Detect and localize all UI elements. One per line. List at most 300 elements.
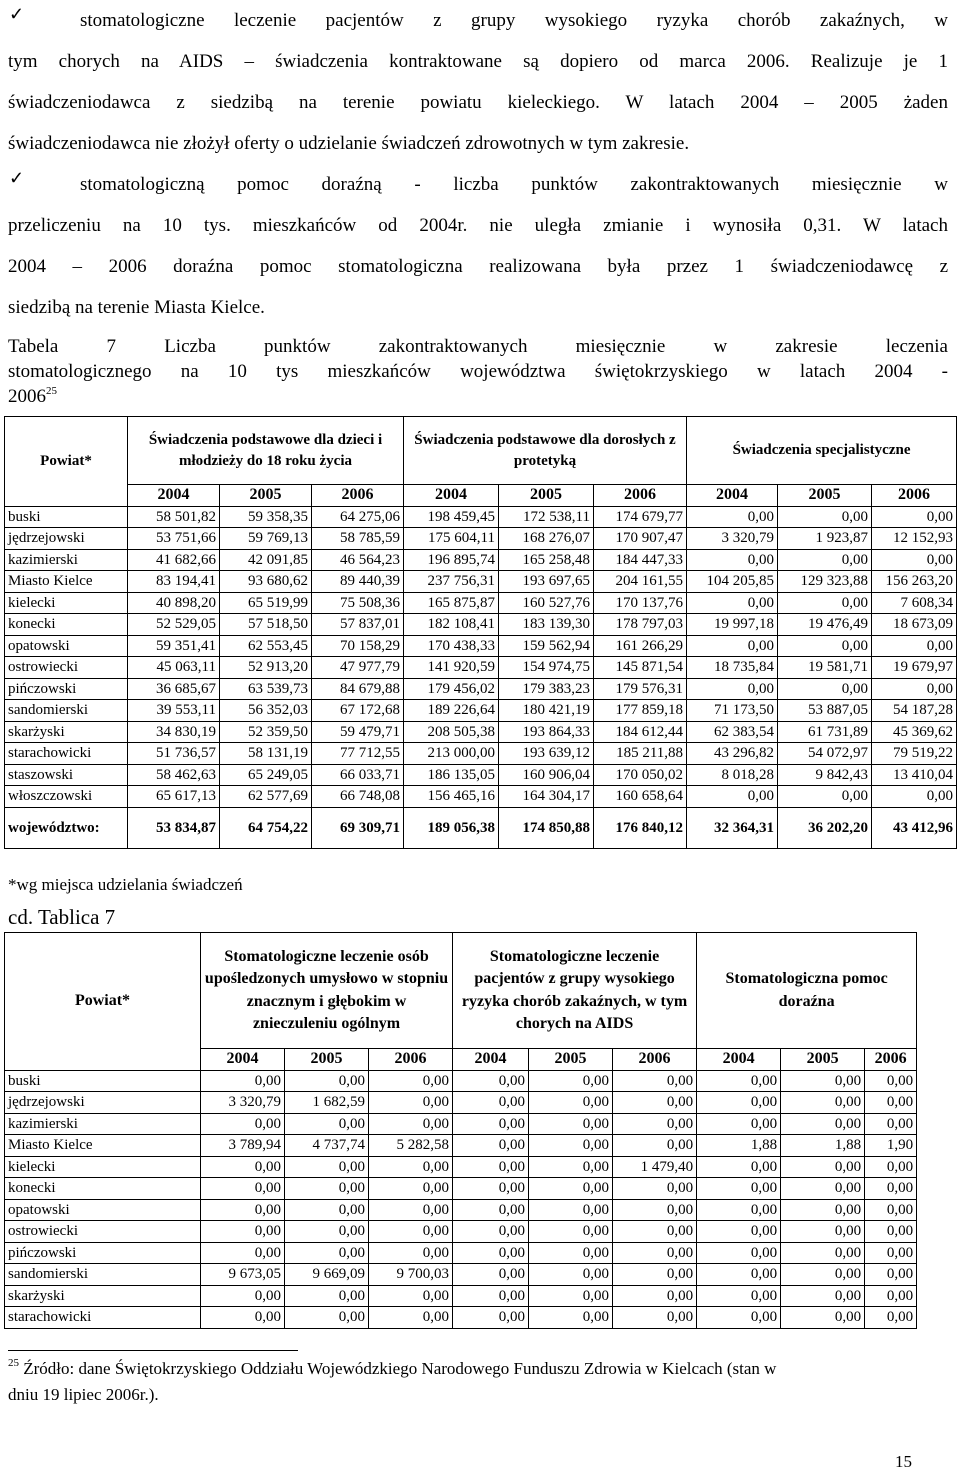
row-label: konecki xyxy=(5,1178,201,1200)
table-cell: 0,00 xyxy=(697,1307,781,1329)
table-row xyxy=(5,1092,917,1114)
table-cell: 39 553,11 xyxy=(128,700,220,722)
table-cell: 9 700,03 xyxy=(369,1264,453,1286)
table-cell: 180 421,19 xyxy=(499,700,594,722)
table-cell: 59 351,41 xyxy=(128,635,220,657)
table-cell: 3 789,94 xyxy=(201,1135,285,1157)
table-cell: 196 895,74 xyxy=(404,549,499,571)
year-header: 2005 xyxy=(285,1049,369,1071)
table-cell: 193 697,65 xyxy=(499,571,594,593)
row-label: włoszczowski xyxy=(5,786,128,808)
row-label: skarżyski xyxy=(5,1285,201,1307)
table-cell: 61 731,89 xyxy=(778,721,872,743)
total-cell: 189 056,38 xyxy=(404,807,499,848)
table-cell: 0,00 xyxy=(529,1135,613,1157)
table-row xyxy=(5,635,957,657)
table-cell: 177 859,18 xyxy=(594,700,687,722)
year-header: 2004 xyxy=(201,1049,285,1071)
table-cell: 0,00 xyxy=(369,1092,453,1114)
table-cell: 9 842,43 xyxy=(778,764,872,786)
table-cell: 0,00 xyxy=(201,1113,285,1135)
table-cell: 63 539,73 xyxy=(220,678,312,700)
table-cell: 58 462,63 xyxy=(128,764,220,786)
table-cell: 0,00 xyxy=(529,1221,613,1243)
table-row xyxy=(5,1178,917,1200)
total-cell: 69 309,71 xyxy=(312,807,404,848)
table-cell: 3 320,79 xyxy=(687,528,778,550)
table-cell: 0,00 xyxy=(687,506,778,528)
table-cell: 0,00 xyxy=(285,1221,369,1243)
table-cell: 0,00 xyxy=(865,1199,917,1221)
text-line: świadczeniodawca z siedzibą na terenie powiatu kieleckiego. W latach 2004 – 2005 żaden xyxy=(8,92,948,113)
year-header: 2006 xyxy=(613,1049,697,1071)
table-cell: 154 974,75 xyxy=(499,657,594,679)
table-cell: 34 830,19 xyxy=(128,721,220,743)
table-row xyxy=(5,571,957,593)
table-cell: 165 875,87 xyxy=(404,592,499,614)
row-label: starachowicki xyxy=(5,1307,201,1329)
table-cell: 208 505,38 xyxy=(404,721,499,743)
table-cell: 19 476,49 xyxy=(778,614,872,636)
table-cell: 184 447,33 xyxy=(594,549,687,571)
table-cell: 161 266,29 xyxy=(594,635,687,657)
row-label: buski xyxy=(5,506,128,528)
footnote-text: Źródło: dane Świętokrzyskiego Oddziału Wojewódzkiego Narodowego Funduszu Zdrowia w Kielcach (stan w xyxy=(23,1359,777,1378)
table-cell: 156 465,16 xyxy=(404,786,499,808)
table-cell: 160 906,04 xyxy=(499,764,594,786)
table-cell: 0,00 xyxy=(453,1070,529,1092)
group-header: Stomatologiczna pomoc doraźna xyxy=(697,933,917,1049)
table-row xyxy=(5,743,957,765)
table-cell: 0,00 xyxy=(285,1156,369,1178)
table-cell: 170 050,02 xyxy=(594,764,687,786)
table-cell: 0,00 xyxy=(529,1242,613,1264)
table-cell: 0,00 xyxy=(529,1070,613,1092)
table-cell: 0,00 xyxy=(697,1070,781,1092)
table-cell: 0,00 xyxy=(369,1199,453,1221)
powiat-header: Powiat* xyxy=(5,417,128,507)
row-label: pińczowski xyxy=(5,678,128,700)
table-cell: 0,00 xyxy=(613,1178,697,1200)
table-cell: 0,00 xyxy=(778,635,872,657)
table-cell: 0,00 xyxy=(453,1092,529,1114)
group-header: Stomatologiczne leczenie pacjentów z grupy wysokiego ryzyka chorób zakaźnych, w tym chorych na AIDS xyxy=(453,933,697,1049)
row-label: konecki xyxy=(5,614,128,636)
table-cell: 0,00 xyxy=(285,1178,369,1200)
table-cell: 0,00 xyxy=(872,549,957,571)
table-cell: 0,00 xyxy=(201,1178,285,1200)
table-cell: 0,00 xyxy=(865,1307,917,1329)
table-cell: 54 072,97 xyxy=(778,743,872,765)
year-header: 2006 xyxy=(312,485,404,507)
table-row xyxy=(5,721,957,743)
table-cell: 89 440,39 xyxy=(312,571,404,593)
group-header: Stomatologiczne leczenie osób upośledzonych umysłowo w stopniu znacznym i głębokim w znieczuleniu ogólnym xyxy=(201,933,453,1049)
year-header: 2005 xyxy=(529,1049,613,1071)
table-cell: 0,00 xyxy=(781,1070,865,1092)
table-cell: 0,00 xyxy=(697,1199,781,1221)
table-cell: 0,00 xyxy=(453,1135,529,1157)
table-cell: 40 898,20 xyxy=(128,592,220,614)
row-label: staszowski xyxy=(5,764,128,786)
footnote-line: dniu 19 lipiec 2006r.). xyxy=(8,1385,159,1404)
total-cell: 43 412,96 xyxy=(872,807,957,848)
table-cell: 0,00 xyxy=(865,1178,917,1200)
table-cell: 62 383,54 xyxy=(687,721,778,743)
table-cell: 0,00 xyxy=(781,1178,865,1200)
year-header: 2006 xyxy=(872,485,957,507)
table-cell: 170 907,47 xyxy=(594,528,687,550)
table-cell: 0,00 xyxy=(285,1199,369,1221)
table-cell: 170 137,76 xyxy=(594,592,687,614)
total-cell: 32 364,31 xyxy=(687,807,778,848)
table-cell: 164 304,17 xyxy=(499,786,594,808)
year-header: 2004 xyxy=(687,485,778,507)
table-cell: 45 063,11 xyxy=(128,657,220,679)
table-cell: 59 479,71 xyxy=(312,721,404,743)
table-cell: 0,00 xyxy=(697,1156,781,1178)
table-cell: 0,00 xyxy=(872,635,957,657)
table-cell: 0,00 xyxy=(781,1307,865,1329)
checkmark-icon: ✓ xyxy=(9,4,25,24)
row-label: sandomierski xyxy=(5,700,128,722)
row-label: pińczowski xyxy=(5,1242,201,1264)
table-cell: 0,00 xyxy=(687,592,778,614)
table-cell: 0,00 xyxy=(865,1264,917,1286)
table-cell: 0,00 xyxy=(285,1307,369,1329)
table-cell: 193 639,12 xyxy=(499,743,594,765)
table-cell: 7 608,34 xyxy=(872,592,957,614)
table-cell: 83 194,41 xyxy=(128,571,220,593)
table-cell: 185 211,88 xyxy=(594,743,687,765)
year-header: 2004 xyxy=(697,1049,781,1071)
table-cell: 179 383,23 xyxy=(499,678,594,700)
table-cell: 0,00 xyxy=(865,1242,917,1264)
table-cell: 1,90 xyxy=(865,1135,917,1157)
table-cell: 145 871,54 xyxy=(594,657,687,679)
table-cell: 175 604,11 xyxy=(404,528,499,550)
table-cell: 172 538,11 xyxy=(499,506,594,528)
text-line: świadczeniodawca nie złożył oferty o udzielanie świadczeń zdrowotnych w tym zakresie. xyxy=(8,133,690,154)
table-cell: 0,00 xyxy=(529,1264,613,1286)
footnote-separator xyxy=(8,1350,298,1351)
table-cell: 0,00 xyxy=(781,1092,865,1114)
table-cell: 0,00 xyxy=(453,1264,529,1286)
table-cell: 0,00 xyxy=(453,1113,529,1135)
table-cell: 67 172,68 xyxy=(312,700,404,722)
row-label: ostrowiecki xyxy=(5,657,128,679)
table-cell: 0,00 xyxy=(453,1156,529,1178)
table-cell: 57 518,50 xyxy=(220,614,312,636)
table-cell: 179 576,31 xyxy=(594,678,687,700)
table-cell: 64 275,06 xyxy=(312,506,404,528)
table-cell: 0,00 xyxy=(201,1285,285,1307)
table-cell: 0,00 xyxy=(453,1242,529,1264)
checkmark-icon: ✓ xyxy=(9,168,25,188)
table-cell: 5 282,58 xyxy=(369,1135,453,1157)
table-row xyxy=(5,614,957,636)
table-cell: 4 737,74 xyxy=(285,1135,369,1157)
table-cell: 213 000,00 xyxy=(404,743,499,765)
table-cell: 1,88 xyxy=(697,1135,781,1157)
table-cell: 0,00 xyxy=(529,1285,613,1307)
table-cell: 0,00 xyxy=(697,1264,781,1286)
table-cell: 0,00 xyxy=(872,678,957,700)
table-row xyxy=(5,1199,917,1221)
table-cell: 198 459,45 xyxy=(404,506,499,528)
text-line: 2004 – 2006 doraźna pomoc stomatologiczna realizowana była przez 1 świadczeniodawcę z xyxy=(8,256,948,277)
table-cell: 0,00 xyxy=(285,1113,369,1135)
table-cell: 0,00 xyxy=(613,1113,697,1135)
total-label: województwo: xyxy=(5,807,128,848)
table-cell: 9 673,05 xyxy=(201,1264,285,1286)
table-cell: 0,00 xyxy=(201,1156,285,1178)
table-cell: 0,00 xyxy=(369,1113,453,1135)
table-cell: 0,00 xyxy=(781,1242,865,1264)
row-label: skarżyski xyxy=(5,721,128,743)
total-cell: 176 840,12 xyxy=(594,807,687,848)
table-cell: 0,00 xyxy=(201,1242,285,1264)
page-number: 15 xyxy=(895,1452,912,1471)
table-cell: 179 456,02 xyxy=(404,678,499,700)
table-cell: 3 320,79 xyxy=(201,1092,285,1114)
table-cell: 0,00 xyxy=(697,1092,781,1114)
table-row xyxy=(5,1135,917,1157)
table-cell: 165 258,48 xyxy=(499,549,594,571)
year-header: 2006 xyxy=(865,1049,917,1071)
table-cell: 0,00 xyxy=(285,1242,369,1264)
table-cell: 65 617,13 xyxy=(128,786,220,808)
table-cell: 53 751,66 xyxy=(128,528,220,550)
table-cell: 0,00 xyxy=(872,506,957,528)
total-cell: 36 202,20 xyxy=(778,807,872,848)
table-cell: 9 669,09 xyxy=(285,1264,369,1286)
row-label: sandomierski xyxy=(5,1264,201,1286)
year-header: 2004 xyxy=(128,485,220,507)
table-cell: 0,00 xyxy=(529,1092,613,1114)
table-cell: 0,00 xyxy=(529,1199,613,1221)
table-cell: 141 920,59 xyxy=(404,657,499,679)
table-cell: 0,00 xyxy=(285,1285,369,1307)
table-cell: 59 358,35 xyxy=(220,506,312,528)
table-cell: 59 769,13 xyxy=(220,528,312,550)
row-label: opatowski xyxy=(5,1199,201,1221)
footnote-number: 25 xyxy=(8,1357,19,1369)
table-cell: 0,00 xyxy=(697,1113,781,1135)
table-cell: 0,00 xyxy=(872,786,957,808)
text-line: siedzibą na terenie Miasta Kielce. xyxy=(8,297,265,318)
group-header: Świadczenia podstawowe dla dorosłych z protetyką xyxy=(404,417,687,485)
year-header: 2004 xyxy=(453,1049,529,1071)
data-table-2 xyxy=(4,932,917,1329)
table-cell: 193 864,33 xyxy=(499,721,594,743)
table-cell: 0,00 xyxy=(865,1156,917,1178)
table-row xyxy=(5,1264,917,1286)
table-cell: 18 673,09 xyxy=(872,614,957,636)
table-cell: 0,00 xyxy=(687,635,778,657)
footnote xyxy=(8,1356,948,1408)
powiat-header: Powiat* xyxy=(5,933,201,1071)
table-cell: 183 139,30 xyxy=(499,614,594,636)
text-line: tym chorych na AIDS – świadczenia kontraktowane są dopiero od marca 2006. Realizuje je 1 xyxy=(8,51,948,72)
table-cell: 1 923,87 xyxy=(778,528,872,550)
table-cell: 0,00 xyxy=(369,1178,453,1200)
table-cell: 56 352,03 xyxy=(220,700,312,722)
text-line: przeliczeniu na 10 tys. mieszkańców od 2004r. nie uległa zmianie i wynosiła 0,31. W latach xyxy=(8,215,948,236)
table-cell: 1 682,59 xyxy=(285,1092,369,1114)
table-cell: 0,00 xyxy=(865,1092,917,1114)
table-row xyxy=(5,657,957,679)
table-row xyxy=(5,1156,917,1178)
footnote-reference: 25 xyxy=(46,385,57,397)
bullet-paragraph-1 xyxy=(8,0,948,164)
table-cell: 0,00 xyxy=(778,786,872,808)
table-cell: 19 581,71 xyxy=(778,657,872,679)
table-cell: 178 797,03 xyxy=(594,614,687,636)
row-label: kielecki xyxy=(5,1156,201,1178)
caption-line: Tabela 7 Liczba punktów zakontraktowanych miesięcznie w zakresie leczenia xyxy=(8,336,948,357)
table-cell: 62 553,45 xyxy=(220,635,312,657)
table-cell: 41 682,66 xyxy=(128,549,220,571)
table-cell: 186 135,05 xyxy=(404,764,499,786)
table-cell: 0,00 xyxy=(453,1307,529,1329)
table-cell: 204 161,55 xyxy=(594,571,687,593)
table-cell: 0,00 xyxy=(781,1113,865,1135)
table-cell: 104 205,85 xyxy=(687,571,778,593)
table-row xyxy=(5,592,957,614)
table-cell: 0,00 xyxy=(781,1285,865,1307)
table-row xyxy=(5,1113,917,1135)
table-cell: 70 158,29 xyxy=(312,635,404,657)
row-label: jędrzejowski xyxy=(5,1092,201,1114)
table-cell: 36 685,67 xyxy=(128,678,220,700)
group-header: Świadczenia podstawowe dla dzieci i młodzieży do 18 roku życia xyxy=(128,417,404,485)
table-row xyxy=(5,549,957,571)
table-cell: 184 612,44 xyxy=(594,721,687,743)
table-row xyxy=(5,1307,917,1329)
table-row xyxy=(5,1221,917,1243)
table-cell: 0,00 xyxy=(201,1199,285,1221)
row-label: starachowicki xyxy=(5,743,128,765)
table-cell: 0,00 xyxy=(201,1307,285,1329)
table-cell: 71 173,50 xyxy=(687,700,778,722)
table-cell: 0,00 xyxy=(201,1221,285,1243)
table-cell: 0,00 xyxy=(697,1242,781,1264)
table-cell: 58 501,82 xyxy=(128,506,220,528)
table-cell: 42 091,85 xyxy=(220,549,312,571)
table-cell: 53 887,05 xyxy=(778,700,872,722)
table-row xyxy=(5,786,957,808)
total-cell: 174 850,88 xyxy=(499,807,594,848)
table-cell: 65 249,05 xyxy=(220,764,312,786)
bullet-paragraph-2 xyxy=(8,164,948,328)
table-cell: 43 296,82 xyxy=(687,743,778,765)
table-cell: 0,00 xyxy=(687,549,778,571)
table-row xyxy=(5,764,957,786)
table-cell: 0,00 xyxy=(687,786,778,808)
row-label: opatowski xyxy=(5,635,128,657)
table-cell: 0,00 xyxy=(285,1070,369,1092)
table-cell: 19 679,97 xyxy=(872,657,957,679)
table-cell: 57 837,01 xyxy=(312,614,404,636)
table-cell: 13 410,04 xyxy=(872,764,957,786)
footnote-line xyxy=(8,1356,948,1382)
table-cell: 129 323,88 xyxy=(778,571,872,593)
table-cell: 0,00 xyxy=(369,1156,453,1178)
table-cell: 0,00 xyxy=(778,506,872,528)
total-cell: 64 754,22 xyxy=(220,807,312,848)
caption-line xyxy=(8,384,948,409)
table-cell: 156 263,20 xyxy=(872,571,957,593)
table-cell: 8 018,28 xyxy=(687,764,778,786)
table-cell: 0,00 xyxy=(697,1178,781,1200)
subtitle: cd. Tablica 7 xyxy=(8,905,116,929)
table-cell: 160 527,76 xyxy=(499,592,594,614)
table-cell: 79 519,22 xyxy=(872,743,957,765)
table-cell: 1,88 xyxy=(781,1135,865,1157)
table-cell: 0,00 xyxy=(529,1113,613,1135)
table-cell: 77 712,55 xyxy=(312,743,404,765)
table-cell: 0,00 xyxy=(369,1307,453,1329)
table-cell: 93 680,62 xyxy=(220,571,312,593)
table-cell: 0,00 xyxy=(781,1156,865,1178)
table-cell: 168 276,07 xyxy=(499,528,594,550)
table-cell: 75 508,36 xyxy=(312,592,404,614)
table-row xyxy=(5,506,957,528)
table-cell: 19 997,18 xyxy=(687,614,778,636)
table-cell: 45 369,62 xyxy=(872,721,957,743)
table-caption xyxy=(8,334,948,409)
table-cell: 58 131,19 xyxy=(220,743,312,765)
table-cell: 0,00 xyxy=(687,678,778,700)
year-header: 2005 xyxy=(220,485,312,507)
table-cell: 0,00 xyxy=(865,1221,917,1243)
table-row xyxy=(5,678,957,700)
table-cell: 0,00 xyxy=(369,1285,453,1307)
table-cell: 0,00 xyxy=(613,1070,697,1092)
table-row xyxy=(5,528,957,550)
table-row xyxy=(5,1070,917,1092)
total-cell: 53 834,87 xyxy=(128,807,220,848)
group-header: Świadczenia specjalistyczne xyxy=(687,417,957,485)
table-cell: 66 033,71 xyxy=(312,764,404,786)
table-cell: 12 152,93 xyxy=(872,528,957,550)
year-header: 2005 xyxy=(778,485,872,507)
table-cell: 0,00 xyxy=(453,1199,529,1221)
row-label: jędrzejowski xyxy=(5,528,128,550)
year-header: 2005 xyxy=(781,1049,865,1071)
table-cell: 58 785,59 xyxy=(312,528,404,550)
table-cell: 0,00 xyxy=(778,592,872,614)
table-cell: 0,00 xyxy=(613,1199,697,1221)
table-cell: 160 658,64 xyxy=(594,786,687,808)
row-label: kazimierski xyxy=(5,1113,201,1135)
table-cell: 182 108,41 xyxy=(404,614,499,636)
table-cell: 65 519,99 xyxy=(220,592,312,614)
row-label: kielecki xyxy=(5,592,128,614)
table-cell: 0,00 xyxy=(529,1156,613,1178)
table-cell: 0,00 xyxy=(529,1178,613,1200)
table-cell: 0,00 xyxy=(697,1221,781,1243)
table-cell: 18 735,84 xyxy=(687,657,778,679)
table-cell: 0,00 xyxy=(613,1285,697,1307)
caption-year: 2006 xyxy=(8,386,46,407)
table-cell: 0,00 xyxy=(453,1178,529,1200)
row-label: ostrowiecki xyxy=(5,1221,201,1243)
table-cell: 0,00 xyxy=(613,1264,697,1286)
table-cell: 52 359,50 xyxy=(220,721,312,743)
table-cell: 0,00 xyxy=(781,1221,865,1243)
